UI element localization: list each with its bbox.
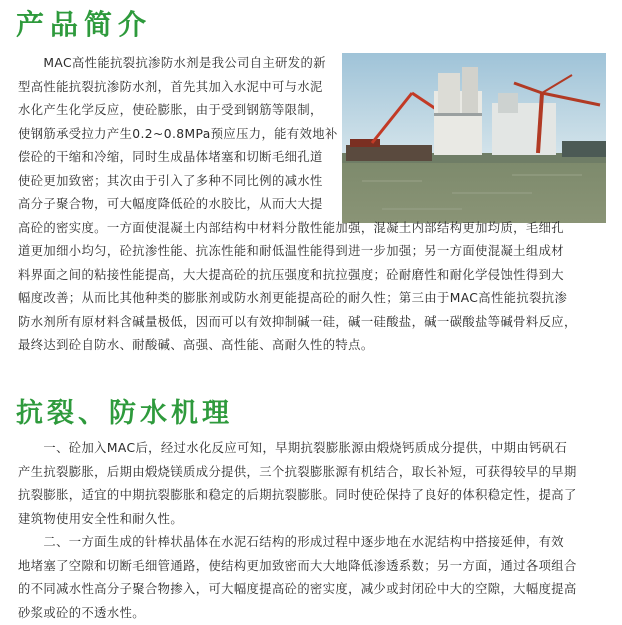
text-line: 道更加细小均匀，砼抗渗性能、抗冻性能和耐低温性能得到进一步加强；另一方面使混凝土组成材 <box>18 240 577 264</box>
text-line: 二、一方面生成的针棒状晶体在水泥石结构的形成过程中逐步地在水泥结构中搭接延伸，有效 <box>18 531 577 555</box>
text-line: 防水剂所有原材料含碱量极低，因而可以有效抑制碱一硅，碱一硅酸盐，碱一碳酸盐等碱骨料反应， <box>18 311 577 335</box>
text-line: 砂浆或砼的不透水性。 <box>18 602 577 625</box>
text-line: 最终达到砼自防水、耐酸碱、高强、高性能、高耐久性的特点。 <box>18 334 577 358</box>
text-line: 高分子聚合物，可大幅度降低砼的水胶比，从而大大提 <box>18 193 577 217</box>
text-line: 幅度改善；从而比其他种类的膨胀剂或防水剂更能提高砼的耐久性；第三由于MAC高性能抗裂抗渗 <box>18 287 577 311</box>
text-line: 型高性能抗裂抗渗防水剂，首先其加入水泥中可与水泥 <box>18 76 577 100</box>
text-line: 偿砼的干缩和冷缩，同时生成晶体堵塞和切断毛细孔道 <box>18 146 577 170</box>
text-line: 使钢筋承受拉力产生0.2~0.8MPa预应压力，能有效地补 <box>18 123 577 147</box>
text-line: 建筑物使用安全性和耐久性。 <box>18 508 577 532</box>
section-title-product-intro: 产品简介 <box>16 4 152 46</box>
mechanism-text <box>18 437 577 625</box>
text-line: 高砼的密实度。一方面使混凝土内部结构中材料分散性能加强，混凝土内部结构更加均质，毛细孔 <box>18 217 577 241</box>
product-intro-text <box>18 52 577 358</box>
text-line: 料界面之间的粘接性能提高，大大提高砼的抗压强度和抗拉强度；砼耐磨性和耐化学侵蚀性得到大 <box>18 264 577 288</box>
text-line: 水化产生化学反应，使砼膨胀，由于受到钢筋等限制， <box>18 99 577 123</box>
text-line: 产生抗裂膨胀，后期由煅烧镁质成分提供，三个抗裂膨胀源有机结合，取长补短，可获得较早的早期 <box>18 461 577 485</box>
text-line: 使砼更加致密；其次由于引入了多种不同比例的减水性 <box>18 170 577 194</box>
text-line: 的不同减水性高分子聚合物掺入，可大幅度提高砼的密实度，减少或封闭砼中大的空隙，大幅度提高 <box>18 578 577 602</box>
text-line: 抗裂膨胀，适宜的中期抗裂膨胀和稳定的后期抗裂膨胀。同时使砼保持了良好的体积稳定性，提高了 <box>18 484 577 508</box>
section-title-mechanism: 抗裂、防水机理 <box>16 394 233 434</box>
text-line: 地堵塞了空隙和切断毛细管通路，使结构更加致密而大大地降低渗透系数；另一方面，通过各项组合 <box>18 555 577 579</box>
text-line: MAC高性能抗裂抗渗防水剂是我公司自主研发的新 <box>18 52 577 76</box>
text-line: 一、砼加入MAC后，经过水化反应可知，早期抗裂膨胀源由煅烧钙质成分提供，中期由钙矾石 <box>18 437 577 461</box>
